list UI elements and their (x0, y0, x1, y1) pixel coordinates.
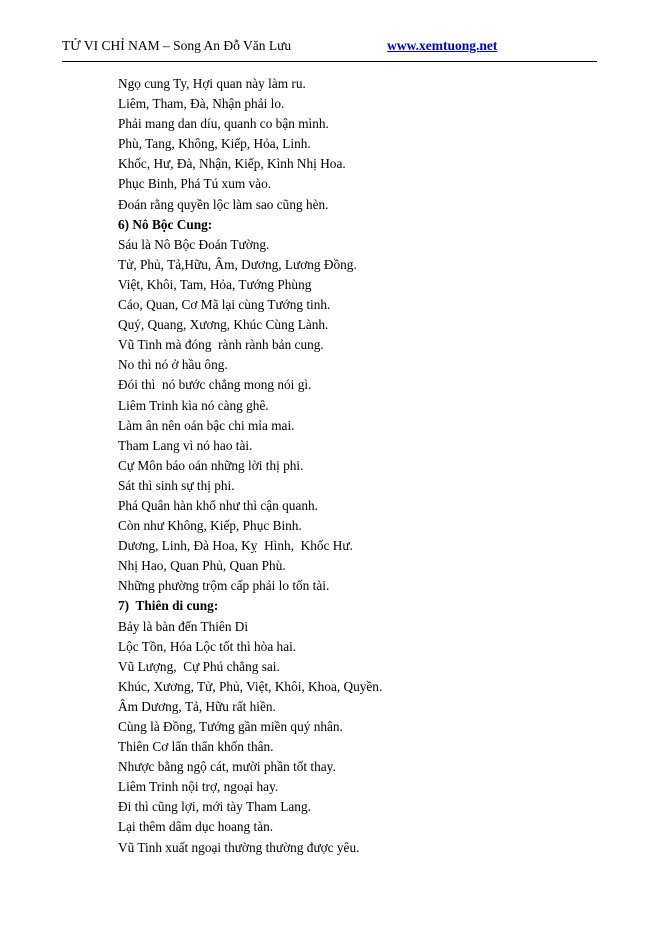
body-line: Âm Dương, Tả, Hữu rất hiền. (118, 698, 276, 714)
body-line: Sáu là Nô Bộc Đoán Tường. (118, 236, 270, 252)
body-line: Tử, Phủ, Tả,Hữu, Âm, Dương, Lương Đồng. (118, 256, 357, 272)
body-line: Đi thì cũng lợi, mới tày Tham Lang. (118, 799, 311, 815)
page-header (62, 38, 607, 54)
body-line: Lộc Tồn, Hóa Lộc tốt thì hòa hai. (118, 638, 297, 654)
body-line: Vũ Lượng, Cự Phú chẳng sai. (118, 658, 280, 674)
body-line: Liêm Trinh kìa nó càng ghê. (118, 397, 269, 413)
body-line: Khúc, Xương, Tử, Phủ, Việt, Khôi, Khoa, Quyền. (118, 678, 383, 694)
body-line: Liêm Trinh nội trợ, ngoại hay. (118, 779, 279, 795)
header-divider (62, 61, 597, 62)
body-line: Khốc, Hư, Đà, Nhận, Kiếp, Kình Nhị Hoa. (118, 156, 346, 172)
body-line: Ngọ cung Ty, Hợi quan này làm ru. (118, 76, 306, 91)
body-line: Còn như Không, Kiếp, Phục Binh. (118, 518, 302, 534)
body-line: Sát thì sinh sự thị phi. (118, 477, 235, 493)
body-line: Cự Môn báo oán những lời thị phi. (118, 457, 304, 473)
body-line: Phá Quân hàn khổ như thì cận quanh. (118, 497, 318, 513)
body-line: Tham Lang vì nó hao tài. (118, 437, 253, 453)
body-line: Phải mang dan díu, quanh co bận mình. (118, 116, 329, 132)
body-line: Dương, Linh, Đà Hoa, Kỵ Hình, Khốc Hư. (118, 538, 353, 554)
body-line: Những phường trộm cấp phải lo tốn tài. (118, 578, 330, 594)
document-body (62, 74, 607, 858)
body-line: Đoán rằng quyền lộc làm sao cũng hèn. (118, 196, 329, 212)
body-line: Cáo, Quan, Cơ Mã lại cùng Tướng tinh. (118, 297, 331, 313)
body-line: 7) Thiên di cung: (118, 598, 219, 614)
body-line: Thiên Cơ lẩn thẩn khốn thân. (118, 739, 274, 755)
body-line: Quý, Quang, Xương, Khúc Cùng Lành. (118, 317, 329, 333)
body-line: Lại thêm dâm dục hoang tàn. (118, 819, 274, 835)
body-line: Bảy là bàn đến Thiên Di (118, 618, 249, 634)
body-line: Vũ Tinh mà đóng rành rành bản cung. (118, 337, 324, 353)
body-line: Phù, Tang, Không, Kiếp, Hỏa, Linh. (118, 136, 311, 152)
body-line: Làm ân nên oán bậc chi mỉa mai. (118, 417, 295, 433)
body-line: 6) Nô Bộc Cung: (118, 216, 213, 232)
body-line: Liêm, Tham, Đà, Nhận phải lo. (118, 96, 285, 112)
body-line: Việt, Khôi, Tam, Hỏa, Tướng Phùng (118, 276, 312, 292)
body-line: Vũ Tinh xuất ngoại thường thường được yêu. (118, 839, 360, 855)
header-title: TỬ VI CHỈ NAM – Song An Đỗ Văn Lưu (62, 38, 292, 53)
body-line: Nhị Hao, Quan Phủ, Quan Phù. (118, 558, 286, 574)
header-website-link[interactable]: www.xemtuong.net (387, 38, 498, 53)
body-line: Phục Binh, Phá Tú xum vào. (118, 176, 272, 192)
body-line: Cùng là Đồng, Tướng gần miền quý nhân. (118, 719, 343, 734)
body-line: No thì nó ở hầu ông. (118, 357, 228, 373)
body-line: Đói thì nó bước chẳng mong nói gì. (118, 377, 312, 393)
body-line: Nhược bằng ngộ cát, mười phần tốt thay. (118, 759, 336, 775)
